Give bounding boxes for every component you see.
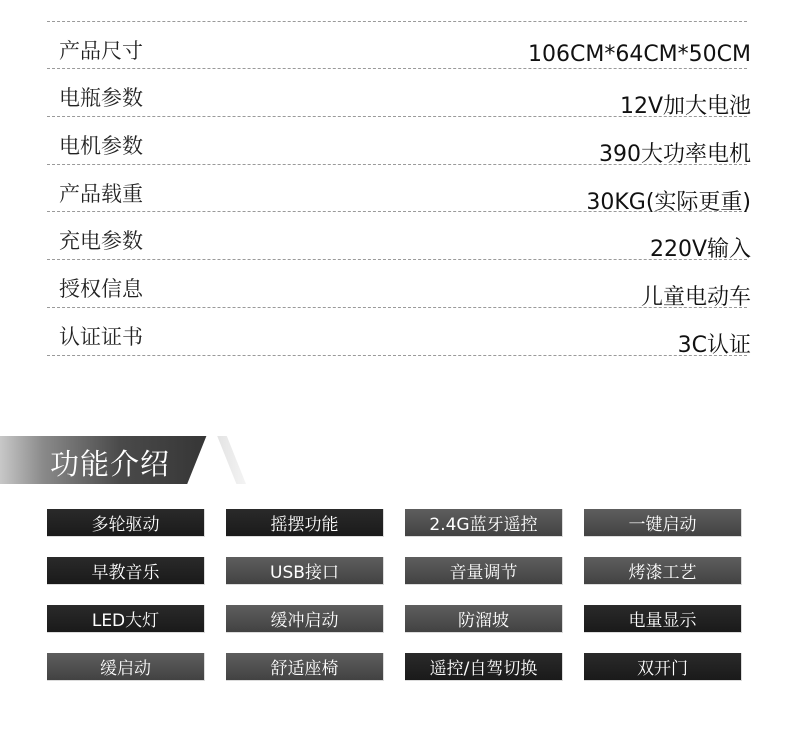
spec-row-license	[47, 260, 751, 311]
spec-value: 106CM*64CM*50CM	[527, 41, 751, 67]
feature-tile: 遥控/自驾切换	[405, 653, 563, 681]
feature-tile: 电量显示	[584, 605, 742, 633]
spec-label: 产品载重	[59, 181, 143, 206]
feature-tile: 摇摆功能	[226, 509, 384, 537]
spec-label: 授权信息	[59, 277, 143, 302]
spec-row-load	[47, 165, 751, 215]
spec-row-charging	[47, 212, 751, 263]
spec-table	[47, 0, 751, 358]
feature-tile: 一键启动	[584, 509, 742, 537]
spec-label: 认证证书	[59, 324, 143, 349]
spec-row-partial	[47, 0, 747, 22]
feature-tile: 烤漆工艺	[584, 557, 742, 585]
spec-value: 3C认证	[677, 332, 751, 358]
feature-tile: 音量调节	[405, 557, 563, 585]
feature-tile: 舒适座椅	[226, 653, 384, 681]
feature-tile: 双开门	[584, 653, 742, 681]
feature-tile: 早教音乐	[47, 557, 205, 585]
spec-row-size	[47, 22, 751, 70]
banner-stripe	[198, 436, 246, 484]
spec-value: 12V加大电池	[619, 94, 751, 120]
feature-tile: 缓冲启动	[226, 605, 384, 633]
spec-value: 390大功率电机	[599, 142, 751, 168]
feature-tile: 多轮驱动	[47, 509, 205, 537]
spec-value: 220V输入	[649, 237, 751, 263]
spec-row-certificate	[47, 308, 751, 358]
spec-label: 电瓶参数	[59, 86, 143, 111]
feature-tile: 缓启动	[47, 653, 205, 681]
spec-label: 充电参数	[59, 229, 143, 254]
spec-row-motor	[47, 117, 751, 168]
spec-value: 儿童电动车	[640, 285, 751, 311]
feature-tile: LED大灯	[47, 605, 205, 633]
feature-tile: USB接口	[226, 557, 384, 585]
section-banner	[0, 436, 250, 484]
spec-value: 30KG(实际更重)	[586, 189, 751, 215]
feature-tile: 防溜坡	[405, 605, 563, 633]
feature-tile: 2.4G蓝牙遥控	[405, 509, 563, 537]
spec-label: 电机参数	[59, 134, 143, 159]
spec-label: 产品尺寸	[59, 38, 143, 63]
spec-row-battery	[47, 69, 751, 120]
section-title: 功能介绍	[50, 447, 171, 481]
